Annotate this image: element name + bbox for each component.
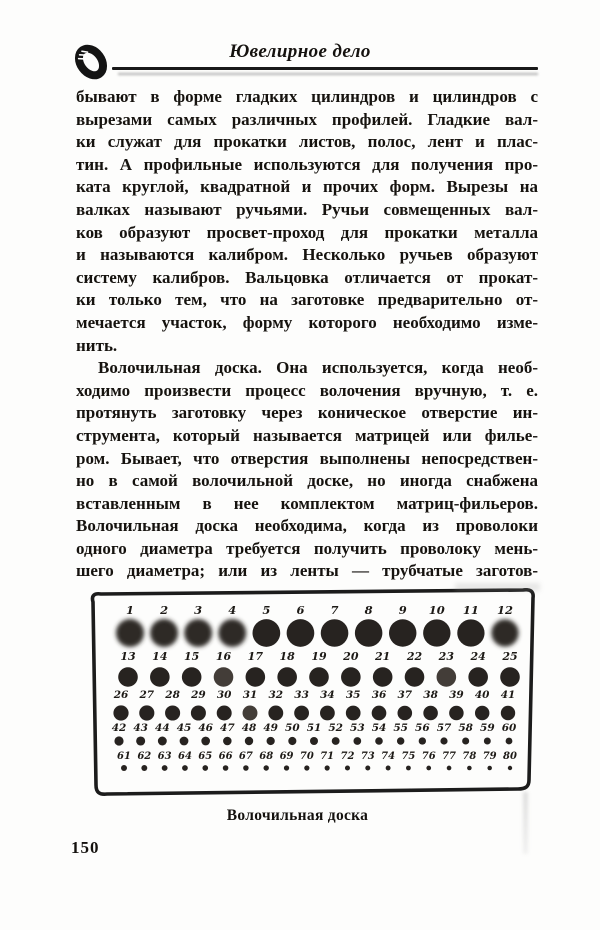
drawplate-hole xyxy=(386,766,391,771)
hole-number: 70 xyxy=(299,751,314,762)
header-rule xyxy=(112,67,538,70)
hole-number: 7 xyxy=(330,603,339,617)
hole-number: 8 xyxy=(364,603,373,617)
hole-number: 3 xyxy=(194,603,203,617)
drawplate-hole xyxy=(182,765,188,771)
hole-number: 16 xyxy=(215,650,232,663)
drawplate-hole xyxy=(267,737,275,745)
text-line: систему калибров. Вальцовка отличается от прокат- xyxy=(76,267,538,287)
drawplate-hole xyxy=(353,737,361,745)
drawplate-hole xyxy=(139,705,154,720)
scan-artifact xyxy=(523,792,528,854)
drawplate-hole xyxy=(223,737,232,746)
text-line: струмента, который называется матрицей или филье- xyxy=(76,425,538,445)
hole-number: 39 xyxy=(449,689,464,701)
drawplate-hole xyxy=(419,737,426,744)
hole-number: 10 xyxy=(428,603,445,617)
drawplate-hole xyxy=(223,765,229,771)
hole-number: 5 xyxy=(262,603,271,617)
drawplate-hole xyxy=(468,667,488,687)
hole-number: 27 xyxy=(139,689,155,701)
drawplate-hole xyxy=(491,619,518,646)
drawplate-hole xyxy=(462,737,469,744)
hole-number: 26 xyxy=(113,689,129,701)
drawplate-hole xyxy=(457,619,484,646)
drawplate-hole xyxy=(440,737,447,744)
page-number: 150 xyxy=(71,838,100,857)
text-line: протянуть заготовку через коническое отверстие ин- xyxy=(76,403,538,423)
drawplate-hole xyxy=(346,706,361,721)
hole-number: 19 xyxy=(311,650,327,663)
hole-number: 79 xyxy=(482,751,497,762)
hole-number: 55 xyxy=(393,722,408,734)
drawplate-hole xyxy=(484,738,491,745)
drawplate-hole xyxy=(304,765,309,770)
header-rule-ghost xyxy=(118,73,538,75)
drawplate-hole xyxy=(113,705,128,720)
text-line: мечается участок, форму которого необходимо изме- xyxy=(76,312,538,332)
drawplate-hole xyxy=(284,765,289,770)
text-line: ков образуют просвет-проход для прокатки металла xyxy=(76,222,538,242)
hole-number: 56 xyxy=(415,722,430,734)
drawplate-hole xyxy=(121,765,127,771)
hole-number: 2 xyxy=(160,603,169,617)
figure-caption: Волочильная доска xyxy=(226,807,369,824)
drawplate-hole xyxy=(372,706,387,721)
drawplate-hole xyxy=(406,766,411,771)
hole-number: 50 xyxy=(285,722,300,734)
hole-number: 51 xyxy=(306,722,322,734)
drawplate-hole xyxy=(150,667,170,687)
hole-number: 33 xyxy=(294,689,309,701)
hole-number: 24 xyxy=(470,650,486,663)
drawplate-hole xyxy=(467,766,472,771)
drawplate-hole xyxy=(397,706,412,721)
scan-artifact xyxy=(455,583,540,591)
hole-number: 17 xyxy=(247,650,263,663)
hole-number: 74 xyxy=(381,751,396,762)
hole-number: 28 xyxy=(165,689,180,701)
drawplate-hole xyxy=(217,706,232,721)
drawplate-hole xyxy=(341,667,361,687)
hole-number: 72 xyxy=(340,751,355,762)
hole-number: 40 xyxy=(474,689,490,701)
hole-number: 80 xyxy=(503,751,517,762)
drawplate-hole xyxy=(501,706,515,720)
hole-number: 30 xyxy=(216,689,232,701)
drawplate-hole xyxy=(116,619,144,647)
hole-number: 21 xyxy=(375,650,391,663)
hole-number: 78 xyxy=(462,751,477,762)
text-line: шего диаметра; или из ленты — трубчатые заготов- xyxy=(76,561,538,581)
drawplate-hole xyxy=(500,667,520,687)
drawplate-hole xyxy=(423,706,438,721)
text-line: Волочильная доска. Она используется, когда необ- xyxy=(98,358,538,378)
hole-number: 41 xyxy=(500,689,516,701)
text-line: валках называют ручьями. Ручьи совмещенных вал- xyxy=(76,199,538,219)
hole-number: 59 xyxy=(480,722,495,734)
drawplate-hole xyxy=(405,667,425,687)
drawplate-hole xyxy=(508,766,512,770)
drawplate-hole xyxy=(118,667,138,687)
drawplate-hole xyxy=(288,737,296,745)
hole-number: 61 xyxy=(117,751,131,762)
drawplate-hole xyxy=(321,619,349,647)
hole-number: 36 xyxy=(371,689,387,701)
hole-number: 68 xyxy=(259,751,274,762)
drawplate-hole xyxy=(309,667,329,687)
hole-number: 45 xyxy=(176,722,192,734)
hole-number: 73 xyxy=(360,751,375,762)
hole-number: 18 xyxy=(279,650,295,663)
hole-number: 22 xyxy=(406,650,423,663)
hole-number: 43 xyxy=(133,722,148,734)
hole-number: 52 xyxy=(328,722,343,734)
hole-number: 29 xyxy=(191,689,206,701)
hole-number: 20 xyxy=(343,650,359,663)
hole-number: 37 xyxy=(397,689,413,701)
hole-number: 48 xyxy=(241,722,257,734)
drawplate-hole xyxy=(389,619,416,646)
drawplate-hole xyxy=(487,766,491,770)
text-line: ходимо произвести процесс волочения вручную, т. е. xyxy=(76,380,538,400)
hole-number: 13 xyxy=(120,650,136,663)
drawplate-hole xyxy=(191,705,206,720)
hole-number: 35 xyxy=(345,689,361,701)
drawplate-hole xyxy=(214,667,234,687)
drawplate-hole xyxy=(165,705,180,720)
drawplate-hole xyxy=(180,737,189,746)
drawplate-hole xyxy=(375,737,383,745)
body-text xyxy=(76,86,538,583)
drawplate-hole xyxy=(246,667,266,687)
drawplate-hole xyxy=(310,737,318,745)
drawplate-hole xyxy=(332,737,340,745)
hole-number: 6 xyxy=(296,603,305,617)
drawplate-hole xyxy=(150,619,178,647)
text-line: одного диаметра требуется получить проволоку мень- xyxy=(76,538,538,558)
drawplate-illustration xyxy=(85,588,540,803)
drawplate-hole xyxy=(365,766,370,771)
hole-number: 67 xyxy=(238,751,253,762)
drawplate-figure xyxy=(85,588,540,803)
hole-number: 54 xyxy=(371,722,387,734)
text-line: Волочильная доска необходима, когда из проволоки xyxy=(76,516,538,536)
text-line: нить. xyxy=(76,335,118,355)
hole-number: 34 xyxy=(320,689,335,701)
text-line: ки только тем, что на заготовке предварительно от- xyxy=(76,290,538,310)
hole-number: 75 xyxy=(401,751,416,762)
hole-number: 46 xyxy=(198,722,213,734)
drawplate-hole xyxy=(345,765,350,770)
drawplate-hole xyxy=(449,706,464,721)
drawplate-hole xyxy=(287,619,315,647)
hole-number: 49 xyxy=(263,722,278,734)
hole-number: 38 xyxy=(423,689,438,701)
text-line: ката круглой, квадратной и прочих форм. Вырезы на xyxy=(76,177,538,197)
drawplate-hole xyxy=(277,667,297,687)
text-line: но в самой волочильной доске, но иногда снабжена xyxy=(76,471,538,491)
hole-number: 15 xyxy=(184,650,200,663)
hole-number: 60 xyxy=(501,722,517,734)
hole-number: 25 xyxy=(502,650,518,663)
drawplate-hole xyxy=(397,737,404,744)
hole-number: 23 xyxy=(438,650,454,663)
hole-number: 32 xyxy=(268,689,284,701)
drawplate-hole xyxy=(136,736,145,745)
drawplate-hole xyxy=(245,737,253,745)
hole-number: 66 xyxy=(218,751,233,762)
text-line: тин. А профильные используются для получения про- xyxy=(76,154,538,174)
drawplate-hole xyxy=(320,706,335,721)
drawplate-hole xyxy=(243,765,248,770)
drawplate-hole xyxy=(141,765,147,771)
hole-number: 53 xyxy=(350,722,365,734)
hole-number: 44 xyxy=(155,722,170,734)
drawplate-hole xyxy=(162,765,168,771)
hole-number: 42 xyxy=(111,722,127,734)
text-line: вставленным в нее комплектом матриц-фильеров. xyxy=(76,493,538,513)
drawplate-hole xyxy=(355,619,382,646)
drawplate-hole xyxy=(114,736,123,745)
hole-number: 14 xyxy=(152,650,168,663)
drawplate-hole xyxy=(218,619,246,647)
text-line: вырезами самых различных профилей. Гладкие вал- xyxy=(76,109,538,129)
text-line: и называются калибром. Несколько ручьев образуют xyxy=(76,245,538,265)
drawplate-hole xyxy=(506,738,513,745)
hole-number: 62 xyxy=(137,751,152,762)
drawplate-hole xyxy=(447,766,452,771)
drawplate-hole xyxy=(294,706,309,721)
hole-number: 31 xyxy=(242,689,258,701)
drawplate-hole xyxy=(264,765,269,770)
hole-number: 64 xyxy=(177,751,192,762)
drawplate-hole xyxy=(243,706,258,721)
hole-number: 58 xyxy=(458,722,473,734)
drawplate-hole xyxy=(202,765,208,771)
hole-number: 77 xyxy=(442,751,457,762)
hole-number: 71 xyxy=(320,751,335,762)
hole-number: 57 xyxy=(436,722,452,734)
hole-number: 1 xyxy=(125,603,135,617)
hole-number: 9 xyxy=(398,603,407,617)
hole-number: 69 xyxy=(279,751,294,762)
hole-number: 65 xyxy=(198,751,213,762)
drawplate-hole xyxy=(475,706,489,720)
hole-number: 76 xyxy=(421,751,436,762)
text-line: бывают в форме гладких цилиндров и цилиндров с xyxy=(76,87,538,106)
text-line: ром. Бывает, что отверстия выполнены непосредствен- xyxy=(76,448,538,468)
drawplate-hole xyxy=(423,619,450,646)
drawplate-hole xyxy=(182,667,202,687)
hole-number: 47 xyxy=(220,722,235,734)
drawplate-hole xyxy=(373,667,393,687)
hole-number: 11 xyxy=(462,603,479,617)
drawplate-hole xyxy=(437,667,457,687)
hole-number: 4 xyxy=(228,603,237,617)
drawplate-hole xyxy=(268,706,283,721)
drawplate-hole xyxy=(253,619,281,647)
drawplate-hole xyxy=(184,619,212,647)
running-head-title: Ювелирное дело xyxy=(229,41,371,62)
hole-number: 12 xyxy=(496,603,514,617)
drawplate-hole xyxy=(201,737,210,746)
drawplate-hole xyxy=(426,766,431,771)
drawplate-hole xyxy=(158,737,167,746)
hole-number: 63 xyxy=(157,751,172,762)
text-line: ки служат для прокатки листов, полос, лент и плас- xyxy=(76,132,538,152)
drawplate-hole xyxy=(325,765,330,770)
